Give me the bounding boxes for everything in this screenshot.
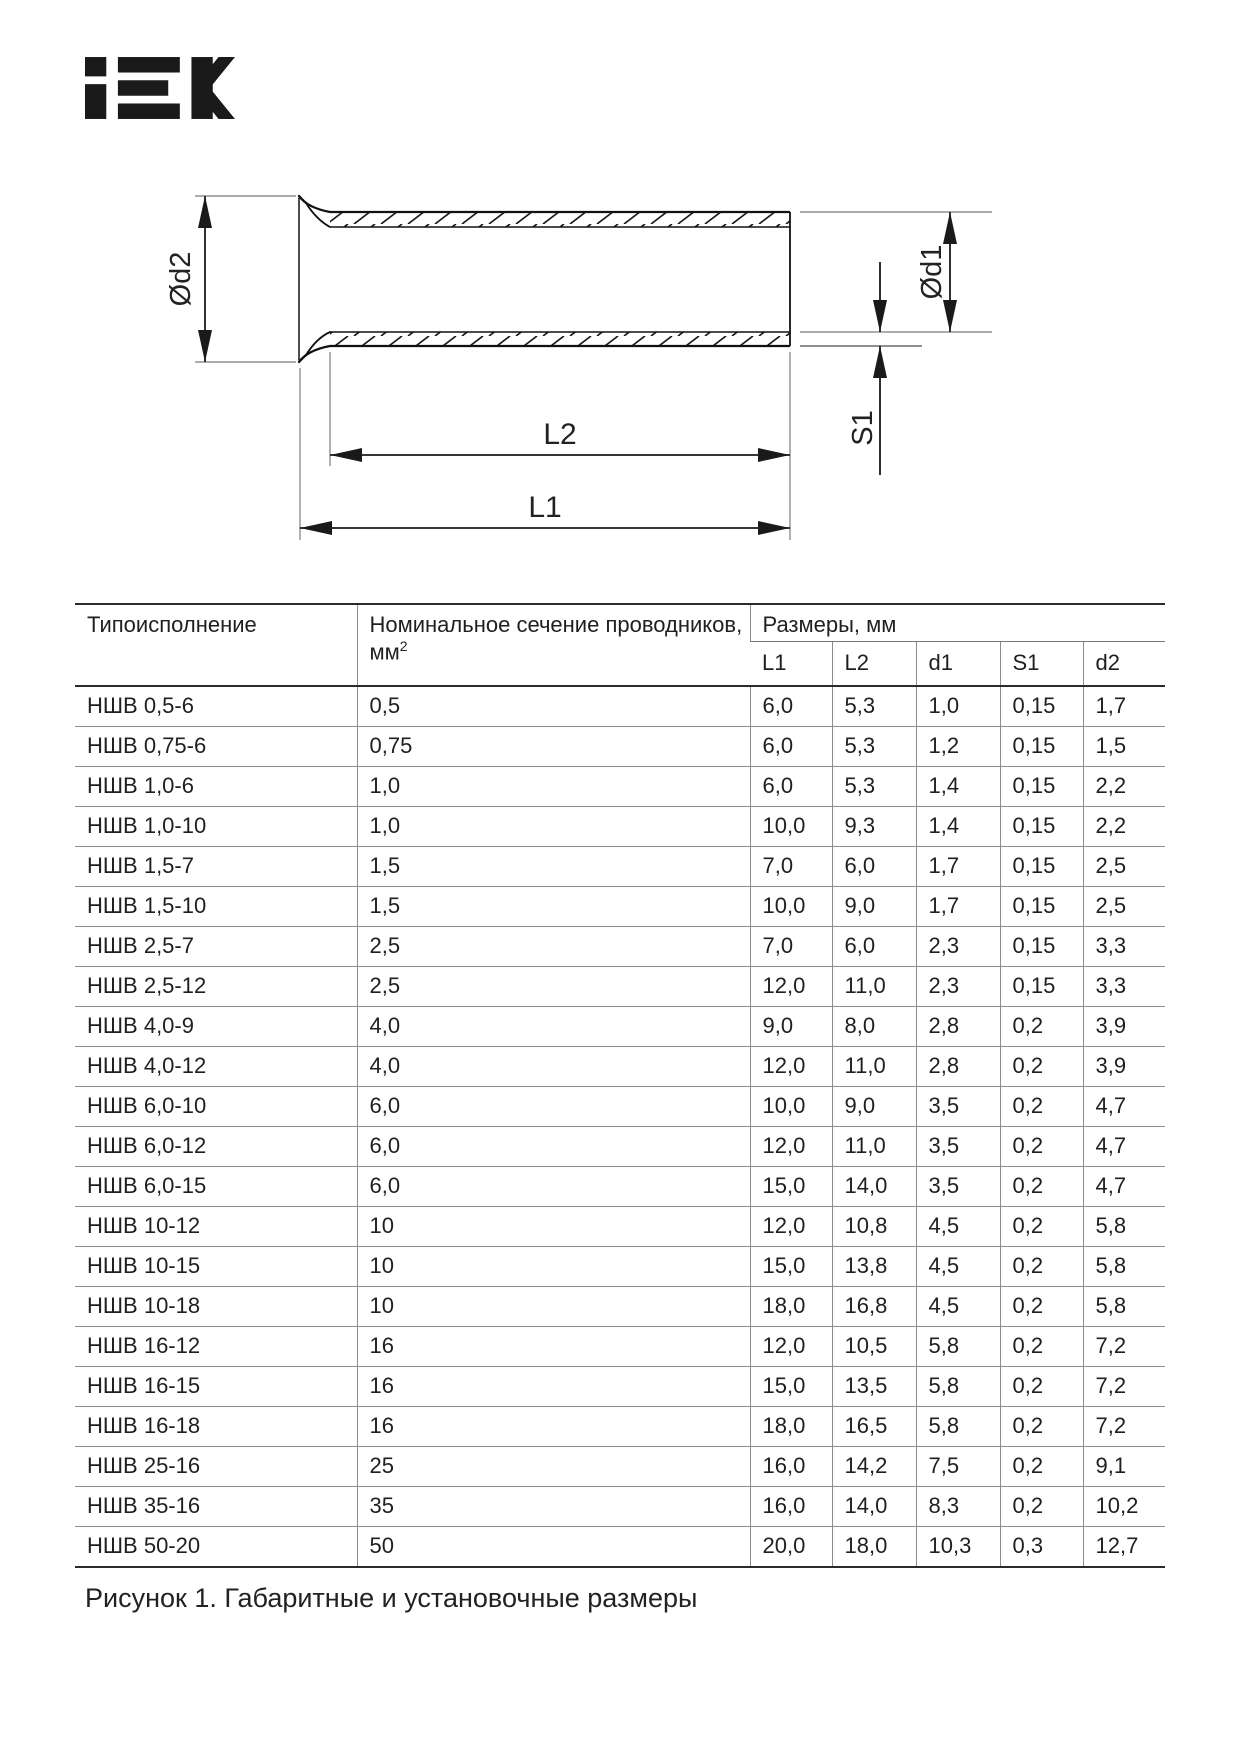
cell-d2: 1,7 <box>1083 686 1165 727</box>
dim-label-d2: Ød2 <box>165 251 197 307</box>
cell-section: 50 <box>357 1526 750 1567</box>
header-type: Типоисполнение <box>75 604 357 686</box>
cell-d1: 2,8 <box>916 1046 1000 1086</box>
cell-s1: 0,2 <box>1000 1486 1083 1526</box>
cell-type: НШВ 2,5-12 <box>75 966 357 1006</box>
cell-l1: 16,0 <box>750 1446 832 1486</box>
cell-section: 10 <box>357 1206 750 1246</box>
table-row <box>75 766 1165 806</box>
table-row <box>75 1526 1165 1567</box>
cell-d2: 5,8 <box>1083 1246 1165 1286</box>
cell-type: НШВ 4,0-12 <box>75 1046 357 1086</box>
cell-d2: 2,2 <box>1083 806 1165 846</box>
cell-type: НШВ 16-12 <box>75 1326 357 1366</box>
cell-l1: 10,0 <box>750 806 832 846</box>
cell-l2: 14,2 <box>832 1446 916 1486</box>
cell-d2: 3,9 <box>1083 1046 1165 1086</box>
table-row <box>75 1006 1165 1046</box>
subheader-d1: d1 <box>916 641 1000 686</box>
cell-d2: 3,9 <box>1083 1006 1165 1046</box>
cell-l2: 14,0 <box>832 1166 916 1206</box>
cell-type: НШВ 35-16 <box>75 1486 357 1526</box>
cell-l1: 20,0 <box>750 1526 832 1567</box>
cell-l2: 13,5 <box>832 1366 916 1406</box>
cell-l2: 9,0 <box>832 886 916 926</box>
cell-section: 1,0 <box>357 766 750 806</box>
cell-l1: 15,0 <box>750 1246 832 1286</box>
cell-l2: 16,5 <box>832 1406 916 1446</box>
cell-s1: 0,2 <box>1000 1206 1083 1246</box>
subheader-l1: L1 <box>750 641 832 686</box>
cell-d1: 2,8 <box>916 1006 1000 1046</box>
cell-section: 1,5 <box>357 886 750 926</box>
cell-d2: 4,7 <box>1083 1126 1165 1166</box>
subheader-l2: L2 <box>832 641 916 686</box>
cell-l2: 5,3 <box>832 686 916 727</box>
dim-label-d1: Ød1 <box>916 244 948 300</box>
cell-s1: 0,15 <box>1000 966 1083 1006</box>
dimensions-table <box>75 603 1165 1568</box>
cell-type: НШВ 2,5-7 <box>75 926 357 966</box>
tube-wall-hatching <box>330 212 790 346</box>
cell-section: 0,75 <box>357 726 750 766</box>
cell-l1: 18,0 <box>750 1406 832 1446</box>
cell-d1: 1,2 <box>916 726 1000 766</box>
cell-l2: 9,3 <box>832 806 916 846</box>
cell-s1: 0,2 <box>1000 1166 1083 1206</box>
table-row <box>75 1166 1165 1206</box>
cell-d1: 5,8 <box>916 1366 1000 1406</box>
cell-d1: 8,3 <box>916 1486 1000 1526</box>
cell-d1: 5,8 <box>916 1406 1000 1446</box>
cell-s1: 0,2 <box>1000 1286 1083 1326</box>
table-row <box>75 926 1165 966</box>
cell-l2: 11,0 <box>832 1046 916 1086</box>
cell-s1: 0,2 <box>1000 1326 1083 1366</box>
cell-type: НШВ 6,0-12 <box>75 1126 357 1166</box>
cell-s1: 0,15 <box>1000 726 1083 766</box>
table-row <box>75 1126 1165 1166</box>
cell-l1: 6,0 <box>750 726 832 766</box>
cell-l1: 12,0 <box>750 1206 832 1246</box>
cell-l2: 14,0 <box>832 1486 916 1526</box>
cell-l1: 10,0 <box>750 1086 832 1126</box>
cell-type: НШВ 0,5-6 <box>75 686 357 727</box>
cell-s1: 0,2 <box>1000 1446 1083 1486</box>
cell-section: 16 <box>357 1406 750 1446</box>
cell-l1: 16,0 <box>750 1486 832 1526</box>
table-row <box>75 686 1165 727</box>
cell-type: НШВ 6,0-15 <box>75 1166 357 1206</box>
cell-l1: 7,0 <box>750 926 832 966</box>
cell-l2: 10,5 <box>832 1326 916 1366</box>
cell-d2: 7,2 <box>1083 1406 1165 1446</box>
table-row <box>75 1046 1165 1086</box>
cell-s1: 0,3 <box>1000 1526 1083 1567</box>
tube-outline <box>330 212 790 346</box>
cell-d2: 12,7 <box>1083 1526 1165 1567</box>
table-row <box>75 1446 1165 1486</box>
cell-d2: 2,5 <box>1083 886 1165 926</box>
figure-caption: Рисунок 1. Габаритные и установочные размеры <box>85 1583 698 1613</box>
cell-l2: 11,0 <box>832 1126 916 1166</box>
cell-type: НШВ 10-15 <box>75 1246 357 1286</box>
cell-l1: 12,0 <box>750 1326 832 1366</box>
cell-section: 0,5 <box>357 686 750 727</box>
cell-l2: 9,0 <box>832 1086 916 1126</box>
subheader-s1: S1 <box>1000 641 1083 686</box>
cell-l2: 11,0 <box>832 966 916 1006</box>
cell-l1: 10,0 <box>750 886 832 926</box>
cell-d1: 1,7 <box>916 846 1000 886</box>
cell-type: НШВ 6,0-10 <box>75 1086 357 1126</box>
cell-type: НШВ 50-20 <box>87 1533 201 1558</box>
cell-type: НШВ 16-18 <box>75 1406 357 1446</box>
cell-section: 25 <box>357 1446 750 1486</box>
table-row <box>75 1086 1165 1126</box>
cell-d1: 1,4 <box>916 766 1000 806</box>
cell-l1: 7,0 <box>750 846 832 886</box>
cell-type: НШВ 25-16 <box>75 1446 357 1486</box>
cell-section: 4,0 <box>357 1006 750 1046</box>
cell-s1: 0,2 <box>1000 1246 1083 1286</box>
table-row <box>75 1286 1165 1326</box>
table-row <box>75 1326 1165 1366</box>
cell-type: НШВ 10-12 <box>75 1206 357 1246</box>
cell-d1: 1,7 <box>916 886 1000 926</box>
table-row <box>75 886 1165 926</box>
table-row <box>75 1206 1165 1246</box>
cell-d1: 1,4 <box>916 806 1000 846</box>
cell-d2: 7,2 <box>1083 1326 1165 1366</box>
cell-d1: 5,8 <box>916 1326 1000 1366</box>
cell-s1: 0,2 <box>1000 1126 1083 1166</box>
cell-section: 2,5 <box>357 966 750 1006</box>
cell-section: 10 <box>357 1246 750 1286</box>
dim-label-s1: S1 <box>847 410 879 446</box>
cell-d1: 10,3 <box>916 1526 1000 1567</box>
cell-l1: 18,0 <box>750 1286 832 1326</box>
cell-type: НШВ 1,0-10 <box>75 806 357 846</box>
cell-l2: 6,0 <box>832 926 916 966</box>
cell-type: НШВ 1,5-10 <box>75 886 357 926</box>
cell-s1: 0,15 <box>1000 886 1083 926</box>
cell-l1: 12,0 <box>750 1046 832 1086</box>
table-row <box>75 1406 1165 1446</box>
cell-l1: 6,0 <box>750 686 832 727</box>
cell-section: 35 <box>357 1486 750 1526</box>
table-row <box>75 1366 1165 1406</box>
cell-d2: 1,5 <box>1083 726 1165 766</box>
header-sizes: Размеры, мм <box>750 604 1165 641</box>
flare-outline <box>299 196 330 362</box>
cell-l1: 12,0 <box>750 1126 832 1166</box>
cell-l1: 15,0 <box>750 1166 832 1206</box>
cell-l1: 15,0 <box>750 1366 832 1406</box>
cell-s1: 0,2 <box>1000 1406 1083 1446</box>
cell-d1: 2,3 <box>916 926 1000 966</box>
cell-s1: 0,15 <box>1000 766 1083 806</box>
cell-d2: 5,8 <box>1083 1286 1165 1326</box>
cell-section: 16 <box>357 1366 750 1406</box>
cell-l2: 16,8 <box>832 1286 916 1326</box>
table-row <box>75 966 1165 1006</box>
cell-l1: 9,0 <box>750 1006 832 1046</box>
table-row <box>75 806 1165 846</box>
cell-section: 6,0 <box>357 1166 750 1206</box>
cell-l2: 6,0 <box>832 846 916 886</box>
cell-s1: 0,15 <box>1000 806 1083 846</box>
cell-d2: 10,2 <box>1083 1486 1165 1526</box>
cell-d1: 3,5 <box>916 1166 1000 1206</box>
table-body <box>75 686 1165 1567</box>
cell-l2: 13,8 <box>832 1246 916 1286</box>
cell-l2: 18,0 <box>832 1526 916 1567</box>
cell-s1: 0,2 <box>1000 1006 1083 1046</box>
extension-lines <box>195 196 992 540</box>
table-row <box>75 846 1165 886</box>
cell-section: 2,5 <box>357 926 750 966</box>
cell-s1: 0,2 <box>1000 1366 1083 1406</box>
cell-section: 6,0 <box>357 1086 750 1126</box>
cell-type: НШВ 0,75-6 <box>75 726 357 766</box>
cell-s1: 0,2 <box>1000 1086 1083 1126</box>
cell-d1: 2,3 <box>916 966 1000 1006</box>
header-mm2-sup: 2 <box>399 638 408 654</box>
cell-section: 1,5 <box>357 846 750 886</box>
cell-d1: 1,0 <box>916 686 1000 727</box>
cell-s1: 0,2 <box>1000 1046 1083 1086</box>
cell-section: 10 <box>357 1286 750 1326</box>
cell-d2: 7,2 <box>1083 1366 1165 1406</box>
header-nominal-section-text: Номинальное сечение проводников, мм <box>369 612 743 665</box>
dim-label-l1: L1 <box>528 491 562 524</box>
cell-l2: 8,0 <box>832 1006 916 1046</box>
table-row <box>75 1246 1165 1286</box>
cell-d1: 3,5 <box>916 1126 1000 1166</box>
cell-d2: 9,1 <box>1083 1446 1165 1486</box>
cell-section: 1,0 <box>357 806 750 846</box>
dimension-lines <box>205 196 950 528</box>
header-nominal-section <box>357 604 750 686</box>
cell-type: НШВ 4,0-9 <box>75 1006 357 1046</box>
cell-d1: 4,5 <box>916 1246 1000 1286</box>
cell-d2: 2,5 <box>1083 846 1165 886</box>
cell-l2: 5,3 <box>832 766 916 806</box>
table-row <box>75 1486 1165 1526</box>
cell-d2: 4,7 <box>1083 1086 1165 1126</box>
cell-d1: 7,5 <box>916 1446 1000 1486</box>
cell-section: 16 <box>357 1326 750 1366</box>
cell-l2: 10,8 <box>832 1206 916 1246</box>
cell-d2: 3,3 <box>1083 966 1165 1006</box>
cell-d2: 5,8 <box>1083 1206 1165 1246</box>
cell-section: 4,0 <box>357 1046 750 1086</box>
table-row <box>75 726 1165 766</box>
cell-d2: 4,7 <box>1083 1166 1165 1206</box>
subheader-d2: d2 <box>1083 641 1165 686</box>
cell-d1: 4,5 <box>916 1206 1000 1246</box>
cell-l1: 12,0 <box>750 966 832 1006</box>
dim-label-l2: L2 <box>543 418 577 451</box>
cell-s1: 0,15 <box>1000 926 1083 966</box>
cell-s1: 0,15 <box>1000 686 1083 727</box>
cell-d2: 2,2 <box>1083 766 1165 806</box>
cell-type: НШВ 10-18 <box>75 1286 357 1326</box>
cell-d1: 4,5 <box>916 1286 1000 1326</box>
cell-type: НШВ 1,5-7 <box>75 846 357 886</box>
cell-section: 6,0 <box>357 1126 750 1166</box>
cell-l2: 5,3 <box>832 726 916 766</box>
ferrule-dimension-drawing <box>0 0 1242 590</box>
cell-s1: 0,15 <box>1000 846 1083 886</box>
cell-d1: 3,5 <box>916 1086 1000 1126</box>
cell-type: НШВ 1,0-6 <box>75 766 357 806</box>
cell-d2: 3,3 <box>1083 926 1165 966</box>
cell-l1: 6,0 <box>750 766 832 806</box>
cell-type: НШВ 16-15 <box>75 1366 357 1406</box>
